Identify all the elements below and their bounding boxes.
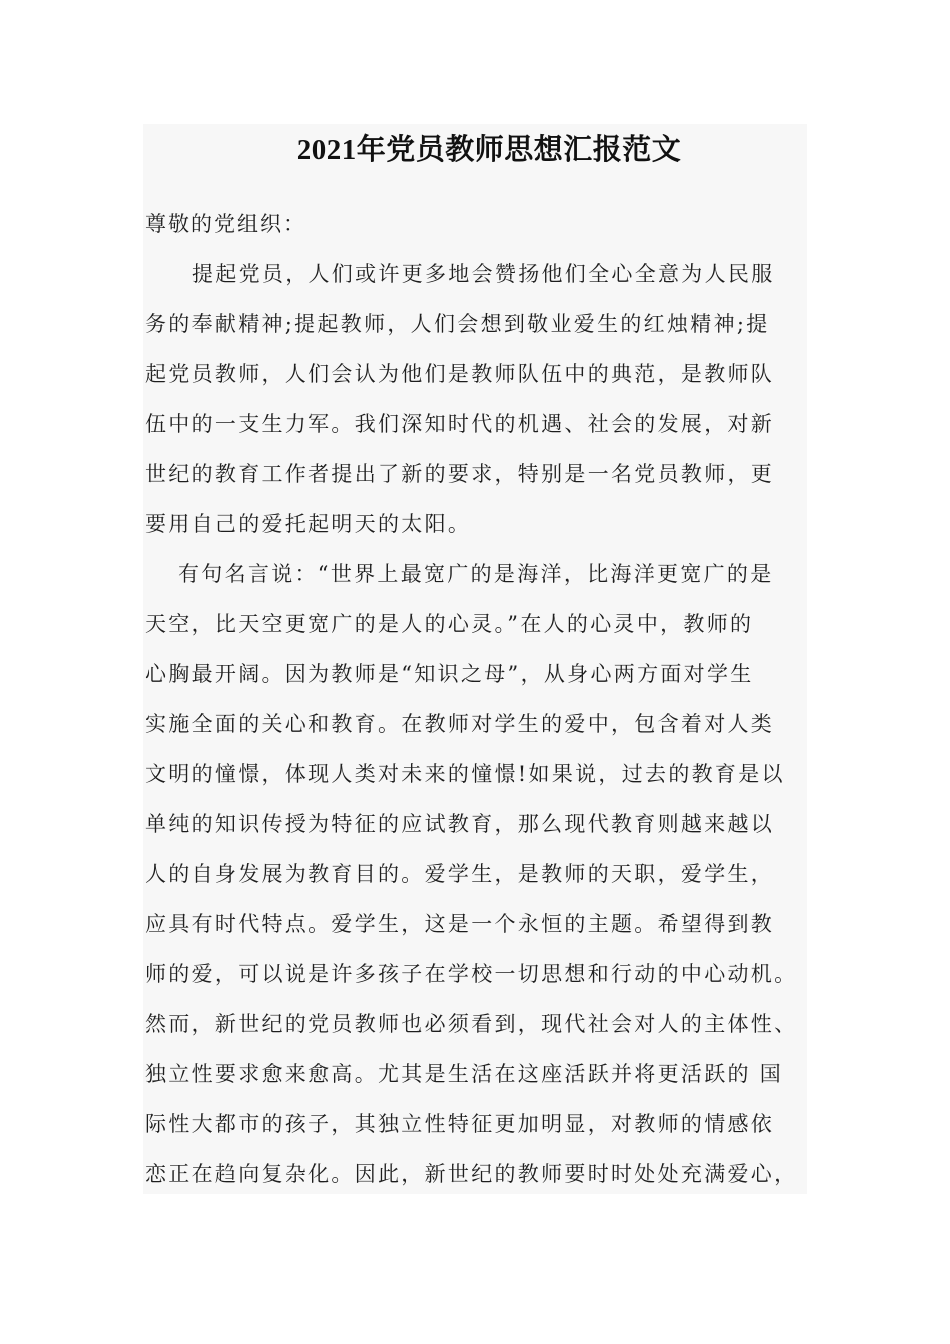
paragraph-line: 人的自身发展为教育目的。爱学生，是教师的天职，爱学生， [145,862,775,886]
paragraph-line: 起党员教师，人们会认为他们是教师队伍中的典范，是教师队 [145,362,775,386]
salutation: 尊敬的党组织： [145,212,306,236]
paragraph-line: 独立性要求愈来愈高。尤其是生活在这座活跃并将更活跃的 国 [145,1062,784,1086]
paragraph-line: 要用自己的爱托起明天的太阳。 [145,512,472,536]
paragraph-line: 天空，比天空更宽广的是人的心灵。”在人的心灵中，教师的 [145,612,754,636]
paragraph-line: 单纯的知识传授为特征的应试教育，那么现代教育则越来越以 [145,812,775,836]
paragraph-line: 际性大都市的孩子，其独立性特征更加明显，对教师的情感依 [145,1112,775,1136]
paragraph-line: 世纪的教育工作者提出了新的要求，特别是一名党员教师，更 [145,462,775,486]
paragraph-line: 师的爱，可以说是许多孩子在学校一切思想和行动的中心动机。 [145,962,798,986]
paragraph-line: 恋正在趋向复杂化。因此，新世纪的教师要时时处处充满爱心， [145,1162,798,1186]
paragraph-line: 伍中的一支生力军。我们深知时代的机遇、社会的发展，对新 [145,412,775,436]
paragraph-line: 然而，新世纪的党员教师也必须看到，现代社会对人的主体性、 [145,1012,798,1036]
paragraph-line: 实施全面的关心和教育。在教师对学生的爱中，包含着对人类 [145,712,775,736]
paragraph-line: 心胸最开阔。因为教师是“知识之母”，从身心两方面对学生 [145,662,754,686]
paragraph-line: 提起党员，人们或许更多地会赞扬他们全心全意为人民服 [192,262,775,286]
paragraph-line: 务的奉献精神;提起教师，人们会想到敬业爱生的红烛精神;提 [145,312,770,336]
paragraph-line: 文明的憧憬，体现人类对未来的憧憬!如果说，过去的教育是以 [145,762,785,786]
paragraph-line: 有句名言说：“世界上最宽广的是海洋，比海洋更宽广的是 [178,562,774,586]
paragraph-line: 应具有时代特点。爱学生，这是一个永恒的主题。希望得到教 [145,912,775,936]
document-title: 2021年党员教师思想汇报范文 [296,134,682,166]
